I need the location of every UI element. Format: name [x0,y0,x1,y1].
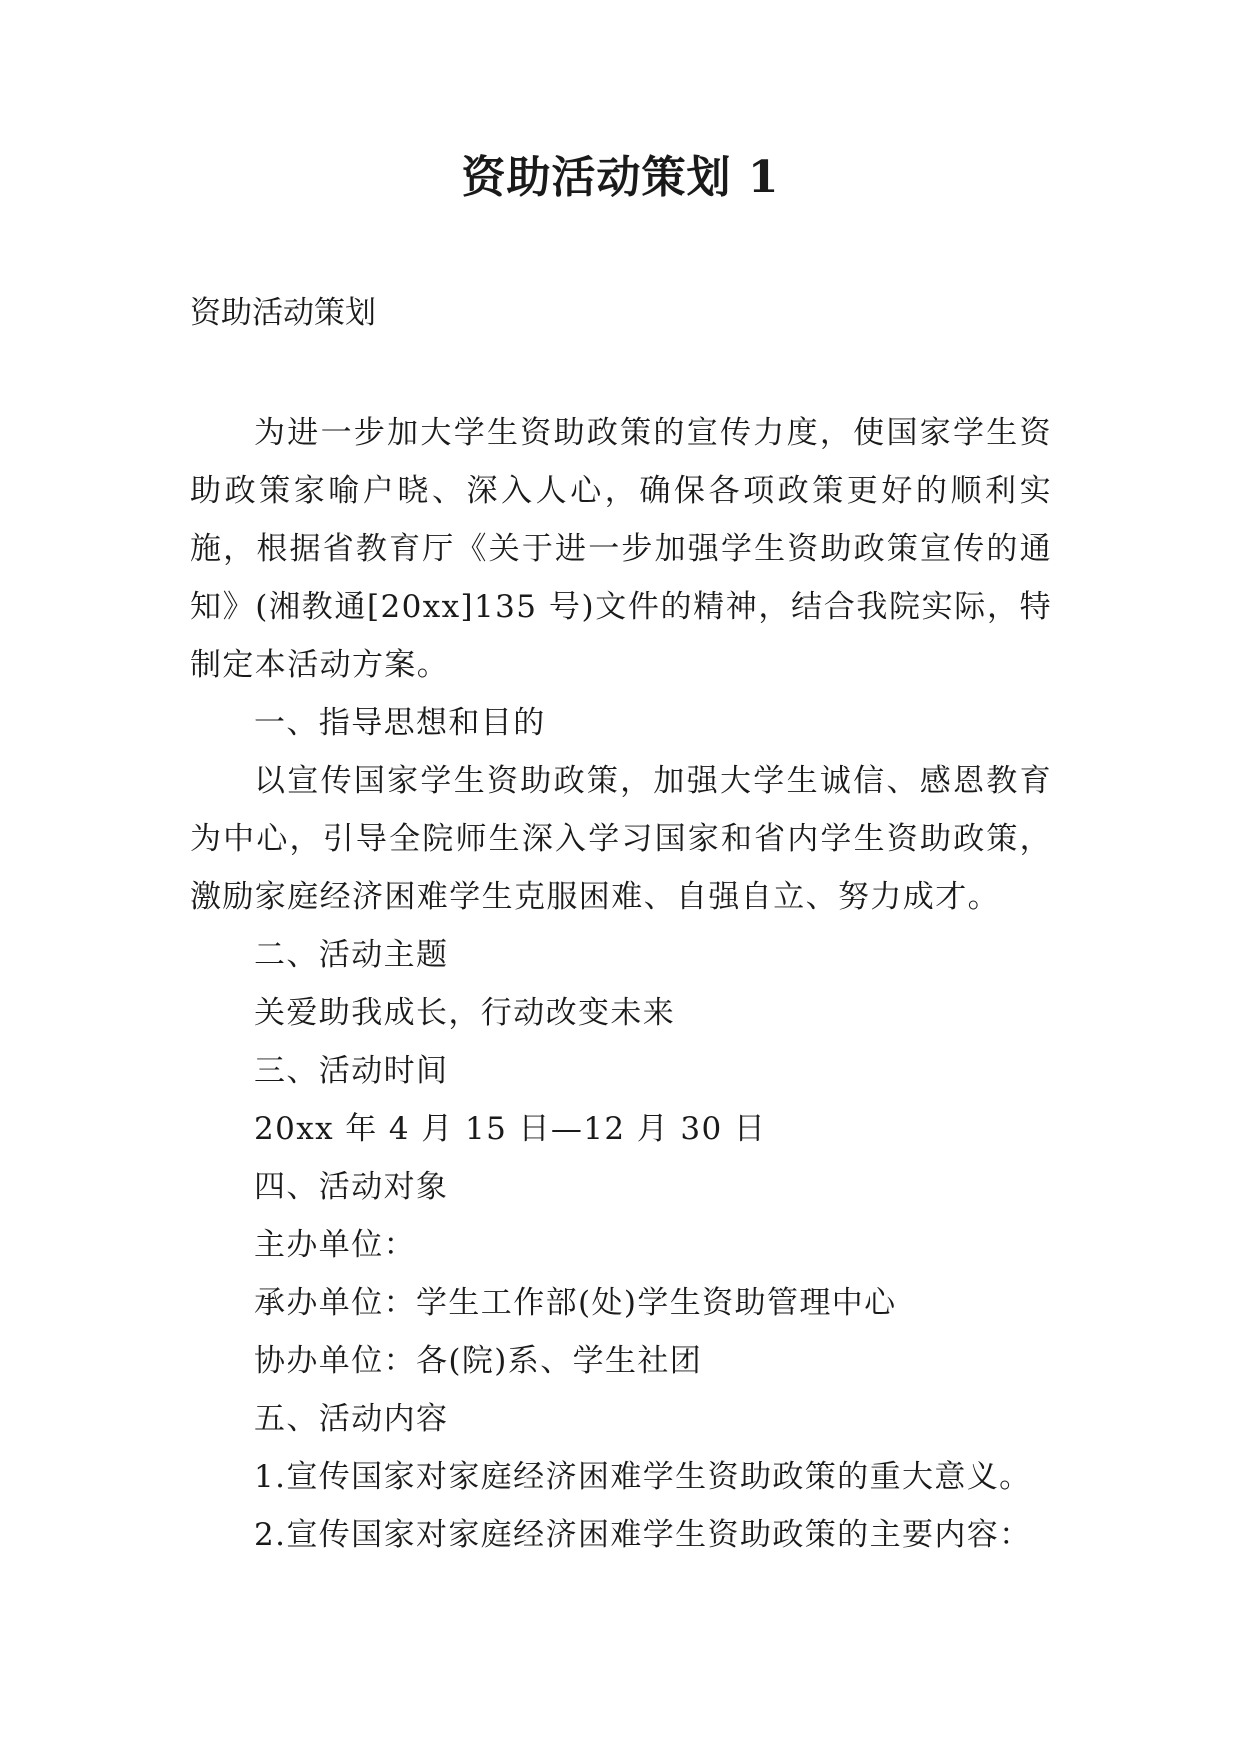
undertaker-line: 承办单位：学生工作部(处)学生资助管理中心 [254,1285,897,1321]
co-organizer-line: 协办单位：各(院)系、学生社团 [254,1343,703,1379]
guiding-thought-paragraph: 以宣传国家学生资助政策，加强大学生诚信、感恩教育为中心，引导全院师生深入学习国家和省内学生资助政策，激励家庭经济困难学生克服困难、自强自立、努力成才。 [190,763,1052,915]
section-heading-target: 四、活动对象 [254,1169,449,1205]
section-heading-guiding-thought: 一、指导思想和目的 [254,705,546,741]
organizer-line: 主办单位： [254,1227,416,1263]
theme-text: 关爱助我成长，行动改变未来 [254,995,676,1031]
document-title: 资助活动策划 1 [461,152,780,203]
section-heading-time: 三、活动时间 [254,1053,449,1089]
intro-paragraph: 为进一步加大学生资助政策的宣传力度，使国家学生资助政策家喻户晓、深入人心，确保各项政策更好的顺利实施，根据省教育厅《关于进一步加强学生资助政策宣传的通知》(湘教通[20xx]135 号)文件的精神，结合我院实际，特制定本活动方案。 [190,415,1052,683]
time-text: 20xx 年 4 月 15 日—12 月 30 日 [254,1111,767,1147]
content-item-2: 2.宣传国家对家庭经济困难学生资助政策的主要内容： [254,1517,1032,1553]
document-body [190,404,1052,1564]
section-heading-theme: 二、活动主题 [254,937,449,973]
section-heading-content: 五、活动内容 [254,1401,449,1437]
document-subtitle: 资助活动策划 [190,295,376,331]
content-item-1: 1.宣传国家对家庭经济困难学生资助政策的重大意义。 [254,1459,1032,1495]
